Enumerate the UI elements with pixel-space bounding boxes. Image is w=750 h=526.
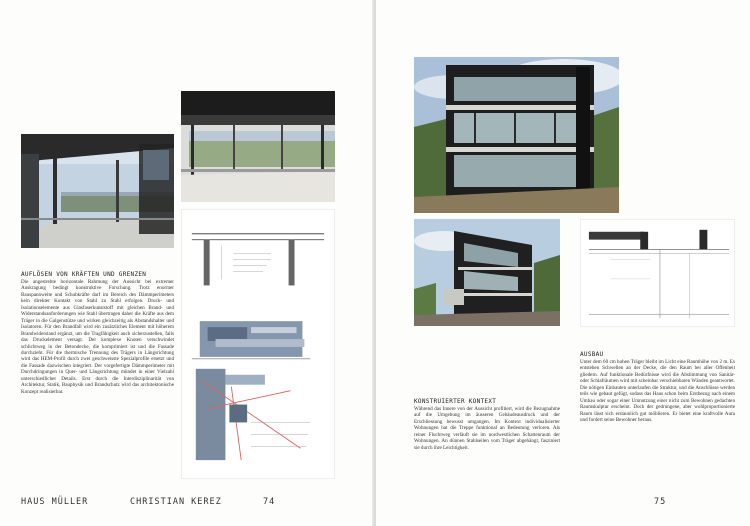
footer-project-title: HAUS MÜLLER: [21, 497, 89, 507]
body-text-middle: Während das Innere von der Aussicht profitiert, wird die Bezugnahme auf die Umgebung im äusseren Gebäudeausdruck und der Erschliessung bewusst umgangen. Im Kontext individualisierter Wohnungen hat die Treppe funktional an Bedeutung verloren. Als reiner Fluchtweg verläuft sie im nordwestlichen Schattenraum der Wohnungen. An dünnen Stahlseilen vom Träger abgehängt, fasziniert sie durch ihre Leichtigkeit.: [414, 406, 560, 451]
building-exterior-photo: [414, 57, 619, 213]
terrace-view-photo: [21, 134, 174, 248]
page-number-left: 74: [263, 497, 276, 507]
section-heading-left: AUFLÖSEN VON KRÄFTEN UND GRENZEN: [21, 271, 147, 278]
page-number-right: 75: [654, 497, 667, 507]
footer-architect: CHRISTIAN KEREZ: [130, 497, 222, 507]
body-text-left: Die angestrebte horizontale Rahmung der Aussicht bei extremer Auskragung bedingt konstruktive Forschung. Trotz enormer Bauspannweite und Schubkräfte darf im Bereich des Dämmperimeters kein direkter Kontakt von Stahl zu Stahl erfolgen. Druck- und Isolationselemente aus Glasfaserkunststoff mit gleichen Brand- und Widerstandsanforderungen wie Stahl übertragen daher die Kräfte aus dem Träger in die Galgenstütze und wirken gleichzeitig als Abstandshalter und Isolatoren. Für den Brandfall wird ein zusätzliches Element mit höherem Brandwiderstand ergänzt, um die Tragfähigkeit auch sicherzustellen, falls das Druckelement versagt. Der komplexe Knoten verschwindet schlichtweg in der Betondecke, die komprimiert ist und die Fassade durchzieht. Für die thermische Trennung des Trägers in Längsrichtung wird das HEM-Profil durch zwei geschweisste Spezialprofile ersetzt und die Fassade dazwischen integriert. Der vorgefertigte Dämmperimeter mit Durchdringungen in Quer- und Längsrichtung mündet in einer Vielzahl unterschiedlicher Details. Erst durch die Interdisziplinarität von Architektur, Statik, Bauphysik und Brandschutz wird das architektonische Konzept realisierbar.: [21, 279, 174, 395]
covered-terrace-photo: [181, 91, 335, 202]
left-page: [0, 0, 374, 526]
floor-plan-detail-drawing: [580, 219, 735, 327]
right-page: [376, 0, 750, 526]
section-heading-middle: KONSTRUIERTER KONTEXT: [414, 398, 497, 405]
section-heading-right: AUSBAU: [580, 351, 604, 358]
body-text-right: Unter dem 60 cm hohen Träger bleibt im Licht eine Raumhöhe von 2 m. Es entstehen Schwellen an der Decke, die den Raum bei aller Offenheit gliedern. Auf funktionale Bedürfnisse wird die Abstimmung von Sanitär- oder Schlafräumen wird mit scheinbar verschiebbaren Wänden geantwortet. Die nötigen Einbauten unterlaufen die Struktur, und die Anschlüsse werden teils wie gebaut gefügt, sodass das Haus schon beim Erstbezug nach einem Umbau oder sogar einer Umnutzung einer nicht zum Bewohnen gedachten Raumskulptur erscheint. Doch der gedrungene, aber wohlproportionierte Raum lässt sich erstaunlich gut möblieren. Er bietet eine kraftvolle Aura und fordert seine Bewohner heraus.: [580, 359, 735, 424]
construction-detail-drawing: [181, 209, 335, 479]
building-corner-photo: [414, 219, 560, 326]
